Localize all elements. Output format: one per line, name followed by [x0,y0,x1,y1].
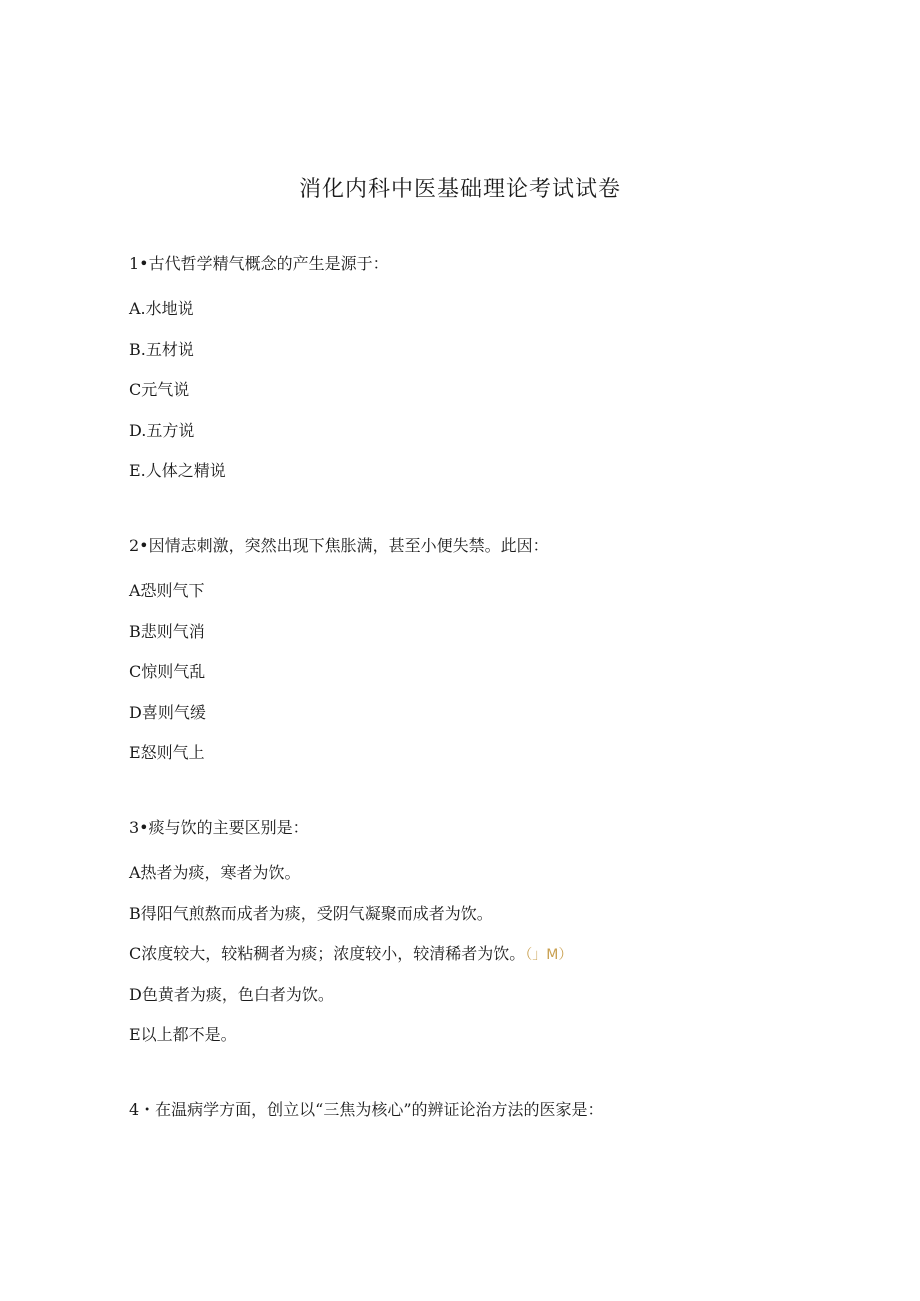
option-1e: E.人体之精说 [129,461,226,480]
option-2c: C惊则气乱 [129,662,206,681]
option-3b: B得阳气煎熬而成者为痰，受阴气凝聚而成者为饮。 [129,904,493,923]
option-2e: E怒则气上 [129,743,205,762]
option-2b: B悲则气消 [129,622,205,641]
option-1d: D.五方说 [129,421,195,440]
question-1: 1•古代哲学精气概念的产生是源于： [129,254,389,273]
question-2: 2•因情志刺激，突然出现下焦胀满，甚至小便失禁。此因： [129,536,549,555]
option-2a: A恐则气下 [129,581,205,600]
option-2d: D喜则气缓 [129,703,206,722]
option-3d: D色黄者为痰，色白者为饮。 [129,985,334,1004]
question-3: 3•痰与饮的主要区别是： [129,818,309,837]
option-3c: C浓度较大，较粘稠者为痰；浓度较小，较清稀者为饮。 [129,944,526,963]
page-title: 消化内科中医基础理论考试试卷 [298,177,621,202]
option-1b: B.五材说 [129,340,194,359]
question-4: 4・在温病学方面，创立以“三焦为核心”的辨证论治方法的医家是： [129,1100,604,1119]
option-3a: A热者为痰，寒者为饮。 [129,863,301,882]
option-1c: C元气说 [129,380,190,399]
answer-annotation: （」M） [525,947,573,963]
option-3e: E以上都不是。 [129,1025,237,1044]
option-1a: A.水地说 [129,299,194,318]
option-3c-row [129,941,572,964]
